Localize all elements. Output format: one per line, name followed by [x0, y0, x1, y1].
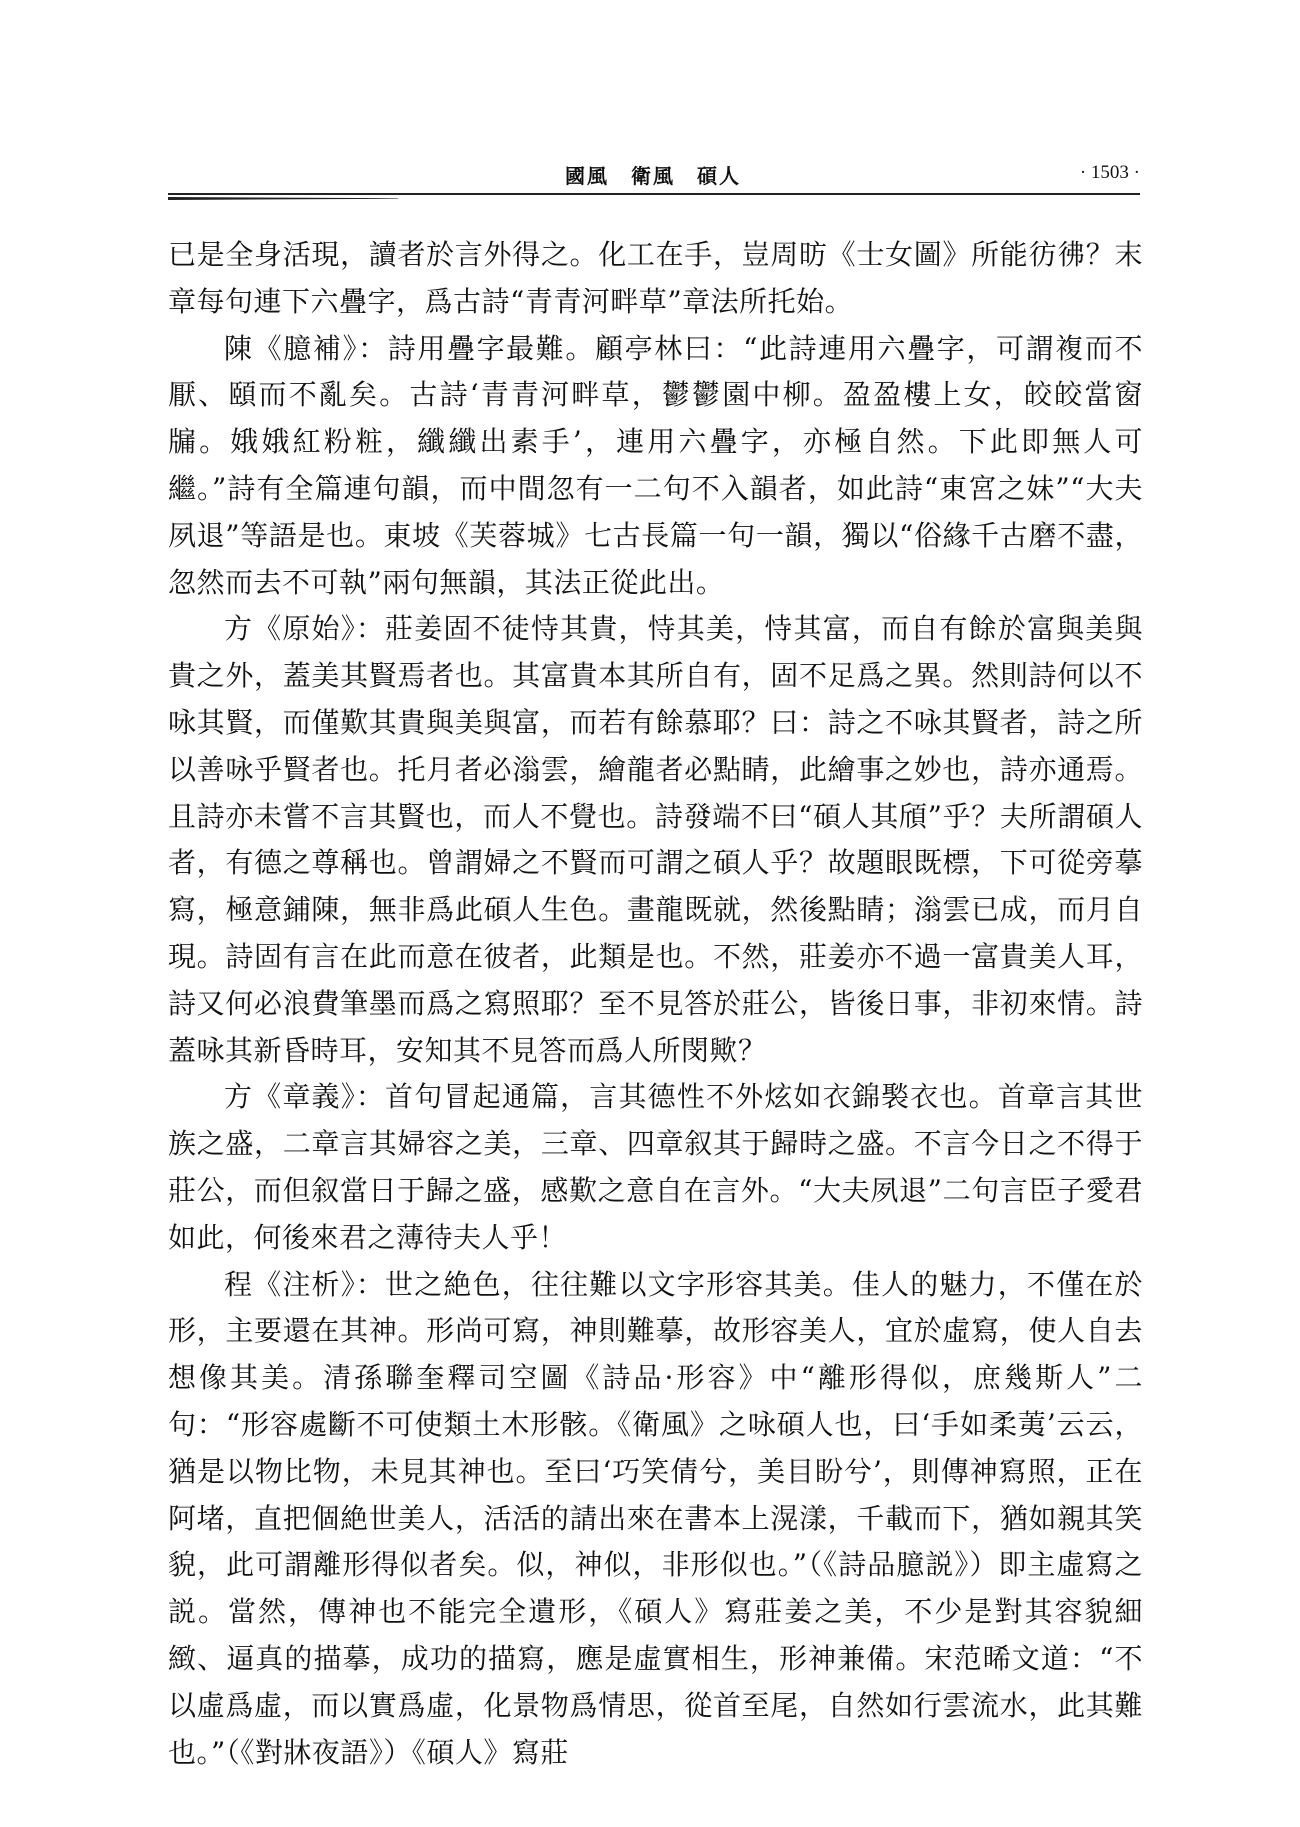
paragraph: 方《章義》：首句冒起通篇，言其德性不外炫如衣錦褧衣也。首章言其世族之盛，二章言其婦容之美，三章、四章叙其于歸時之盛。不言今日之不得于莊公，而但叙當日于歸之盛，感歎之意自在言外。“大夫夙退”二句言臣子愛君如此，何後來君之薄待夫人乎！ — [168, 1080, 1143, 1254]
page-number: · 1503 · — [1079, 162, 1140, 183]
running-header — [170, 160, 1140, 194]
header-rule-accent — [168, 197, 398, 200]
paragraph: 陳《臆補》：詩用疊字最難。顧亭林曰：“此詩連用六疊字，可謂複而不厭、頤而不亂矣。古詩‘青青河畔草，鬱鬱園中柳。盈盈樓上女，皎皎當窗牖。娥娥紅粉粧，纖纖出素手’，連用六疊字，亦極自然。下此即無人可繼。”詩有全篇連句韻，而中間忽有一二句不入韻者，如此詩“東宮之妹”“大夫夙退”等語是也。東坡《芙蓉城》七古長篇一句一韻，獨以“俗緣千古磨不盡，忽然而去不可執”兩句無韻，其法正從此出。 — [168, 331, 1143, 599]
paragraph: 已是全身活現，讀者於言外得之。化工在手，豈周昉《士女圖》所能彷彿？末章每句連下六疊字，爲古詩“青青河畔草”章法所托始。 — [168, 238, 1143, 318]
paragraph: 方《原始》：莊姜固不徒恃其貴，恃其美，恃其富，而自有餘於富與美與貴之外，蓋美其賢焉者也。其富貴本其所自有，固不足爲之異。然則詩何以不咏其賢，而僅歎其貴與美與富，而若有餘慕耶？曰：詩之不咏其賢者，詩之所以善咏乎賢者也。托月者必滃雲，繪龍者必點睛，此繪事之妙也，詩亦通焉。且詩亦未嘗不言其賢也，而人不覺也。詩發端不曰“碩人其頎”乎？夫所謂碩人者，有德之尊稱也。曾謂婦之不賢而可謂之碩人乎？故題眼既標，下可從旁摹寫，極意鋪陳，無非爲此碩人生色。畫龍既就，然後點睛；滃雲已成，而月自現。詩固有言在此而意在彼者，此類是也。不然，莊姜亦不過一富貴美人耳，詩又何必浪費筆墨而爲之寫照耶？至不見答於莊公，皆後日事，非初來情。詩蓋咏其新昏時耳，安知其不見答而爲人所閔歟？ — [168, 612, 1143, 1067]
header-rule — [168, 193, 1140, 195]
paragraph: 程《注析》：世之絶色，往往難以文字形容其美。佳人的魅力，不僅在於形，主要還在其神。形尚可寫，神則難摹，故形容美人，宜於虛寫，使人自去想像其美。清孫聯奎釋司空圖《詩品·形容》中“離形得似，庶幾斯人”二句：“形容處斷不可使類土木形骸。《衛風》之咏碩人也，曰‘手如柔荑’云云，猶是以物比物，未見其神也。至曰‘巧笑倩兮，美目盼兮’，則傳神寫照，正在阿堵，直把個絶世美人，活活的請出來在書本上滉漾，千載而下，猶如親其笑貌，此可謂離形得似者矣。似，神似，非形似也。”（《詩品臆説》）即主虛寫之説。當然，傳神也不能完全遺形，《碩人》寫莊姜之美，不少是對其容貌細緻、逼真的描摹，成功的描寫，應是虛實相生，形神兼備。宋范晞文道：“不以虛爲虛，而以實爲虛，化景物爲情思，從首至尾，自然如行雲流水，此其難也。”（《對牀夜語》）《碩人》寫莊 — [168, 1267, 1143, 1769]
header-title: 國風 衛風 碩人 — [565, 164, 741, 188]
body-text — [168, 232, 1143, 1776]
